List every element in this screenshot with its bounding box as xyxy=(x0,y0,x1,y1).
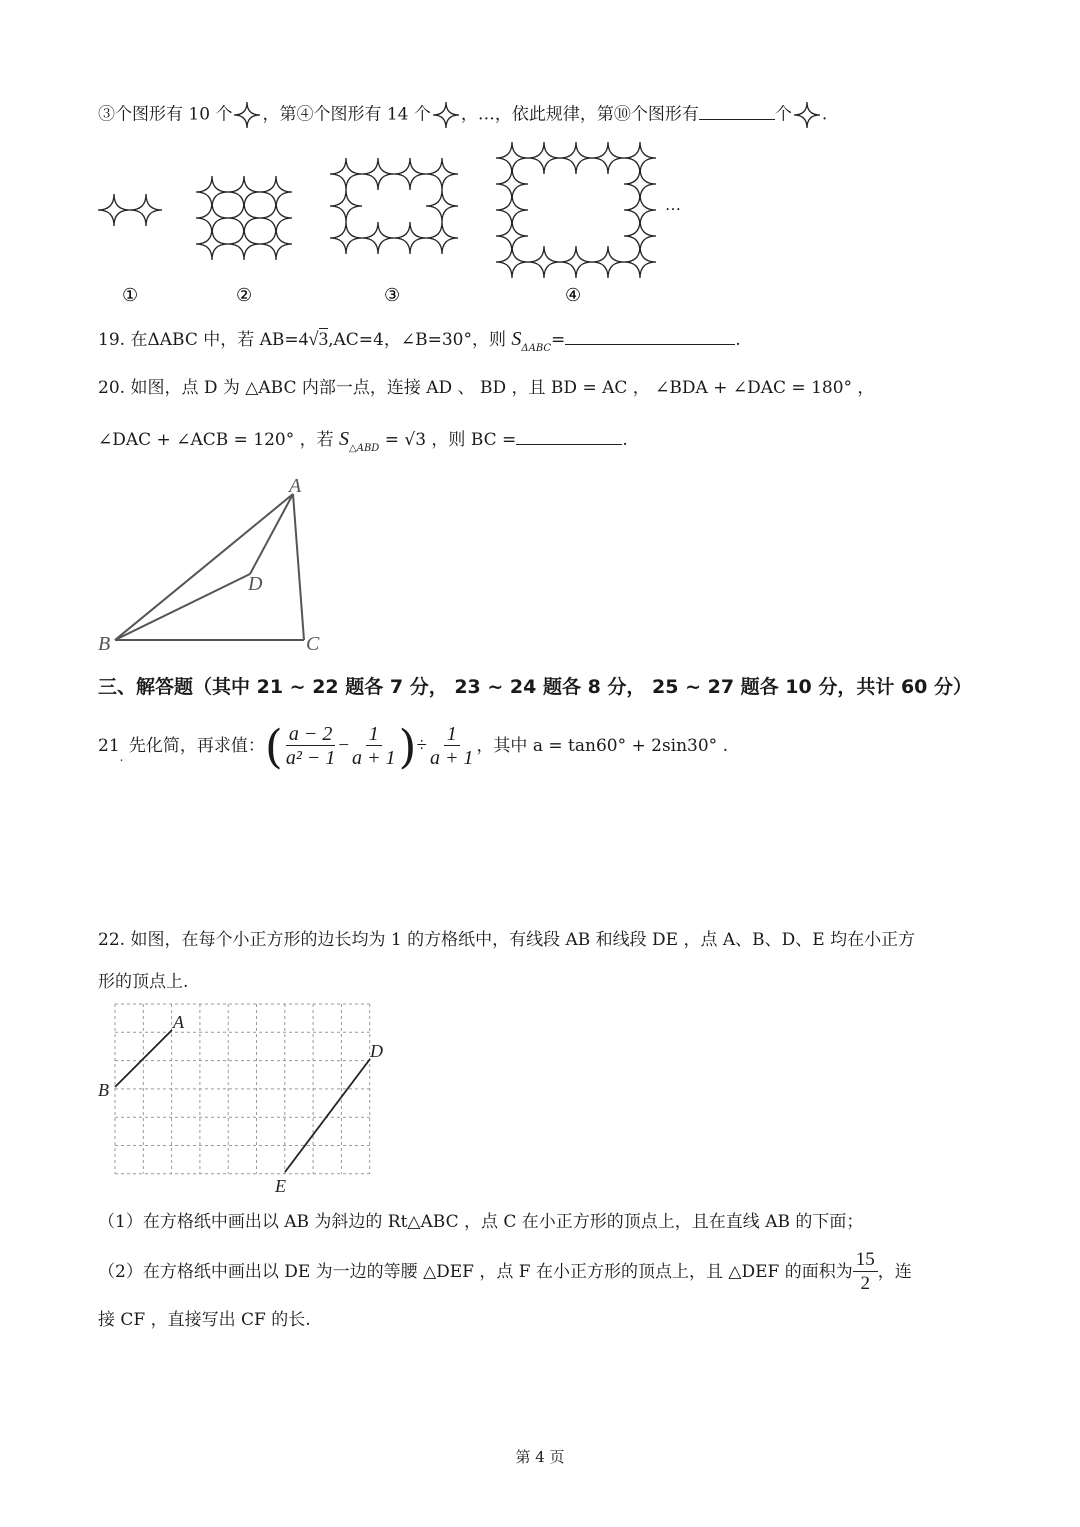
section-heading: 三、解答题（其中 21 ~ 22 题各 7 分， 23 ~ 24 题各 8 分， 25 ~ 27 题各 10 分，共计 60 分） xyxy=(98,676,973,698)
q19-text-a: 在ΔABC 中，若 AB= xyxy=(130,330,299,350)
q22-part-2-text-c: 接 CF ，直接写出 CF 的长. xyxy=(98,1310,311,1330)
q18-star-figures xyxy=(90,140,710,310)
q22-part-2-text-a: （2）在方格纸中画出以 DE 为一边的等腰 △DEF ，点 F 在小正方形的顶点上，且 △DEF 的面积为 xyxy=(98,1262,853,1282)
fraction-2 xyxy=(349,723,399,770)
star-icon xyxy=(130,194,162,226)
q22-part-1-text: （1）在方格纸中画出以 AB 为斜边的 Rt△ABC ，点 C 在小正方形的顶点上，且在直线 AB 的下面； xyxy=(98,1212,864,1232)
q21-tail: ，其中 a = tan60° + 2sin30° . xyxy=(476,736,728,756)
q21-dot: . xyxy=(119,750,124,764)
area-symbol: S xyxy=(511,328,522,350)
area-subscript: ΔABC xyxy=(521,343,552,354)
q22-line-2 xyxy=(98,970,188,994)
point-label-b: B xyxy=(98,1080,109,1100)
question-number: 21 xyxy=(98,736,120,756)
fraction-3 xyxy=(427,723,477,770)
answer-blank[interactable] xyxy=(516,426,622,445)
q20-line-1 xyxy=(98,376,874,400)
star-icon xyxy=(560,142,592,174)
left-paren: ( xyxy=(264,719,283,774)
star-icon xyxy=(394,222,426,254)
q22-text-1: 如图，在每个小正方形的边长均为 1 的方格纸中，有线段 AB 和线段 DE ，点 A、B、D、E 均在小正方 xyxy=(130,930,916,950)
area-fraction-numerator: 15 xyxy=(853,1249,878,1272)
fraction-2-denominator: a + 1 xyxy=(352,747,396,769)
grid-figure xyxy=(90,996,400,1196)
star-icon xyxy=(98,194,130,226)
figure-3 xyxy=(330,158,458,254)
q18-text-a: ③个图形有 10 个 xyxy=(98,104,233,125)
q20-line-2 xyxy=(98,426,628,461)
right-paren: ) xyxy=(398,719,417,774)
question-number: 19. xyxy=(98,330,126,350)
star-icon xyxy=(624,220,656,252)
vertex-label-a: A xyxy=(289,475,302,497)
star-icon xyxy=(592,142,624,174)
vertex-label-d: D xyxy=(248,573,263,595)
point-label-a: A xyxy=(173,1012,184,1032)
star-icon xyxy=(426,190,458,222)
q22-part-2-cont xyxy=(98,1308,311,1332)
fraction-2-numerator: 1 xyxy=(366,723,382,746)
star-icon xyxy=(592,246,624,278)
star-icon xyxy=(528,246,560,278)
point-label-d: D xyxy=(370,1041,383,1061)
q19-coef: 4 xyxy=(298,329,309,350)
star-icon xyxy=(792,100,822,130)
vertex-label-b: B xyxy=(98,633,111,655)
point-label-e: E xyxy=(275,1176,286,1196)
segment-de xyxy=(285,1059,370,1172)
triangle-figure xyxy=(90,470,340,660)
period: . xyxy=(622,430,628,450)
area-symbol: S xyxy=(339,428,350,450)
equals: = xyxy=(551,330,566,350)
fraction-3-denominator: a + 1 xyxy=(429,747,474,769)
star-icon xyxy=(426,158,458,190)
fraction-1-numerator: a − 2 xyxy=(286,723,336,746)
figure-2 xyxy=(196,176,292,260)
star-icon xyxy=(362,222,394,254)
q19-text-b: ,AC=4，∠B=30°，则 xyxy=(328,330,506,350)
q19-radicand: 3 xyxy=(318,329,329,350)
q20-text-1: 如图，点 D 为 △ABC 内部一点，连接 AD 、 BD ，且 BD = AC ， ∠BDA + ∠DAC = 180° ， xyxy=(130,378,875,398)
star-icon xyxy=(330,190,362,222)
minus-sign: − xyxy=(338,735,350,756)
area-subscript: △ABD xyxy=(349,443,380,454)
page-number: 第 4 页 xyxy=(515,1448,565,1466)
question-number: 20. xyxy=(98,378,126,398)
star-icon xyxy=(528,142,560,174)
period: . xyxy=(735,330,741,350)
q22-line-1 xyxy=(98,928,915,952)
q18-text-e: . xyxy=(821,104,828,125)
answer-blank[interactable] xyxy=(565,326,735,345)
divide-sign: ÷ xyxy=(416,735,427,756)
q20-text-2a: ∠DAC + ∠ACB = 120° ，若 xyxy=(98,430,334,450)
star-icon xyxy=(232,100,262,130)
figure-label-4: ④ xyxy=(565,285,582,305)
area-fraction xyxy=(853,1249,878,1296)
star-icon xyxy=(394,158,426,190)
q18-text-b: ，第④个图形有 14 个 xyxy=(262,104,431,125)
star-icon xyxy=(560,246,592,278)
dashed-grid xyxy=(115,1004,370,1174)
fraction-3-numerator: 1 xyxy=(444,723,460,746)
q22-part-1 xyxy=(98,1210,863,1234)
star-icon xyxy=(426,222,458,254)
star-icon xyxy=(362,158,394,190)
area-fraction-denominator: 2 xyxy=(860,1273,870,1294)
star-icon xyxy=(496,220,528,252)
q22-part-2-text-b: ，连 xyxy=(877,1262,912,1282)
question-number: 22. xyxy=(98,930,126,950)
q18-text-c: ，…，依此规律，第⑩个图形有 xyxy=(460,104,699,125)
q21-line xyxy=(98,718,728,778)
q20-text-2b: = √3 ，则 BC = xyxy=(384,430,517,450)
q22-text-2: 形的顶点上. xyxy=(98,972,189,992)
star-icon xyxy=(431,100,461,130)
answer-blank[interactable] xyxy=(699,101,775,120)
figure-1 xyxy=(98,194,162,226)
vertex-label-c: C xyxy=(306,633,320,655)
ellipsis: … xyxy=(665,197,681,214)
figure-label-2: ② xyxy=(236,285,253,305)
q18-line xyxy=(98,100,827,130)
star-icon xyxy=(330,222,362,254)
fraction-1-denominator: a² − 1 xyxy=(285,747,336,769)
figure-label-1: ① xyxy=(122,285,139,305)
fraction-1 xyxy=(283,723,339,770)
figure-4 xyxy=(496,142,656,278)
q21-text: 先化简，再求值： xyxy=(128,736,265,756)
star-icon xyxy=(330,158,362,190)
star-icon xyxy=(196,228,228,260)
q22-part-2 xyxy=(98,1248,912,1296)
q18-text-d: 个 xyxy=(774,104,792,125)
star-icon xyxy=(228,228,260,260)
star-icon xyxy=(260,228,292,260)
sqrt-sign: √ xyxy=(308,329,319,350)
figure-label-3: ③ xyxy=(384,285,401,305)
q19-line xyxy=(98,326,741,361)
